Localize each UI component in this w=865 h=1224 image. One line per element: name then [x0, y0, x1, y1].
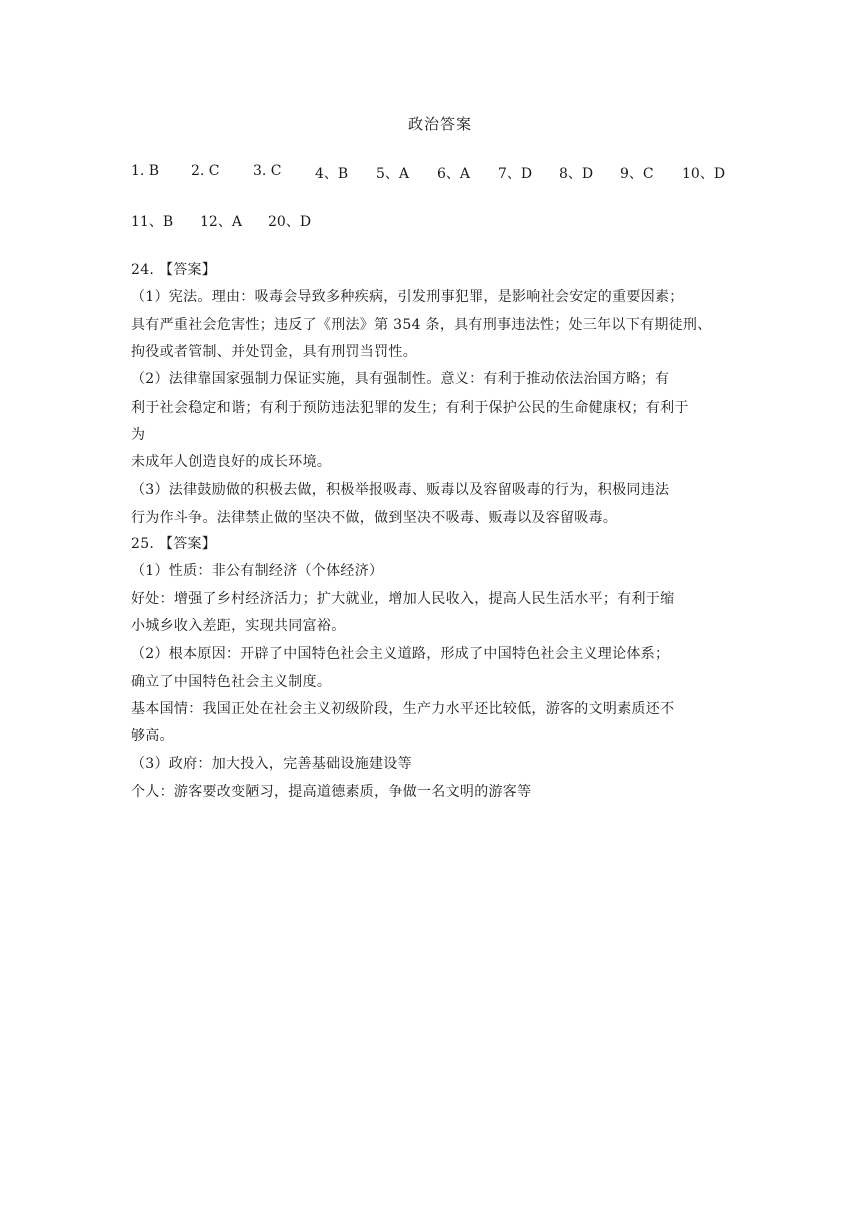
q25-line: 好处：增强了乡村经济活力；扩大就业，增加人民收入，提高人民生活水平；有利于缩 [131, 591, 675, 607]
mc-answer: 12、A [200, 214, 242, 230]
q25-line: 基本国情：我国正处在社会主义初级阶段，生产力水平还比较低，游客的文明素质还不 [131, 701, 675, 717]
q25-line: 个人：游客要改变陋习，提高道德素质，争做一名文明的游客等 [131, 784, 532, 800]
q24-line: 利于社会稳定和谐；有利于预防违法犯罪的发生；有利于保护公民的生命健康权；有利于 [131, 400, 689, 416]
q24-line: （3）法律鼓励做的积极去做，积极举报吸毒、贩毒以及容留吸毒的行为，积极同违法 [131, 482, 670, 498]
mc-answer: 11、B [131, 214, 174, 230]
mc-answer: 20、D [268, 214, 312, 230]
q25-line: 确立了中国特色社会主义制度。 [131, 674, 332, 690]
q25-line: （1）性质：非公有制经济（个体经济） [131, 563, 384, 579]
mc-answer: 7、D [498, 166, 533, 182]
q24-line: 具有严重社会危害性；违反了《刑法》第 354 条，具有刑事违法性；处三年以下有期徒刑、 [131, 317, 712, 333]
q25-line: 够高。 [131, 728, 174, 744]
q25-line: （2）根本原因：开辟了中国特色社会主义道路，形成了中国特色社会主义理论体系； [131, 646, 670, 662]
mc-answer: 4、B [315, 166, 349, 182]
mc-answer: 9、C [620, 166, 654, 182]
q24-line: （1）宪法。理由：吸毒会导致多种疾病，引发刑事犯罪，是影响社会安定的重要因素； [131, 289, 684, 305]
mc-answer: 8、D [559, 166, 594, 182]
q24-line: 行为作斗争。法律禁止做的坚决不做，做到坚决不吸毒、贩毒以及容留吸毒。 [131, 510, 618, 526]
q24-heading: 24. 【答案】 [131, 262, 217, 278]
q25-heading: 25. 【答案】 [131, 536, 217, 552]
mc-answer: 3. C [253, 163, 282, 179]
mc-answer: 6、A [437, 166, 471, 182]
q24-line: 未成年人创造良好的成长环境。 [131, 454, 332, 470]
q25-line: 小城乡收入差距，实现共同富裕。 [131, 618, 346, 634]
mc-answer: 2. C [191, 163, 220, 179]
page-title: 政治答案 [407, 115, 472, 133]
mc-answer: 1. B [131, 163, 160, 179]
q24-line: 拘役或者管制、并处罚金，具有刑罚当罚性。 [131, 344, 417, 360]
q24-line: 为 [131, 427, 146, 443]
q25-line: （3）政府：加大投入，完善基础设施建设等 [131, 756, 412, 772]
mc-answer: 10、D [682, 166, 726, 182]
mc-answer: 5、A [376, 166, 410, 182]
q24-line: （2）法律靠国家强制力保证实施，具有强制性。意义：有利于推动依法治国方略；有 [131, 371, 670, 387]
